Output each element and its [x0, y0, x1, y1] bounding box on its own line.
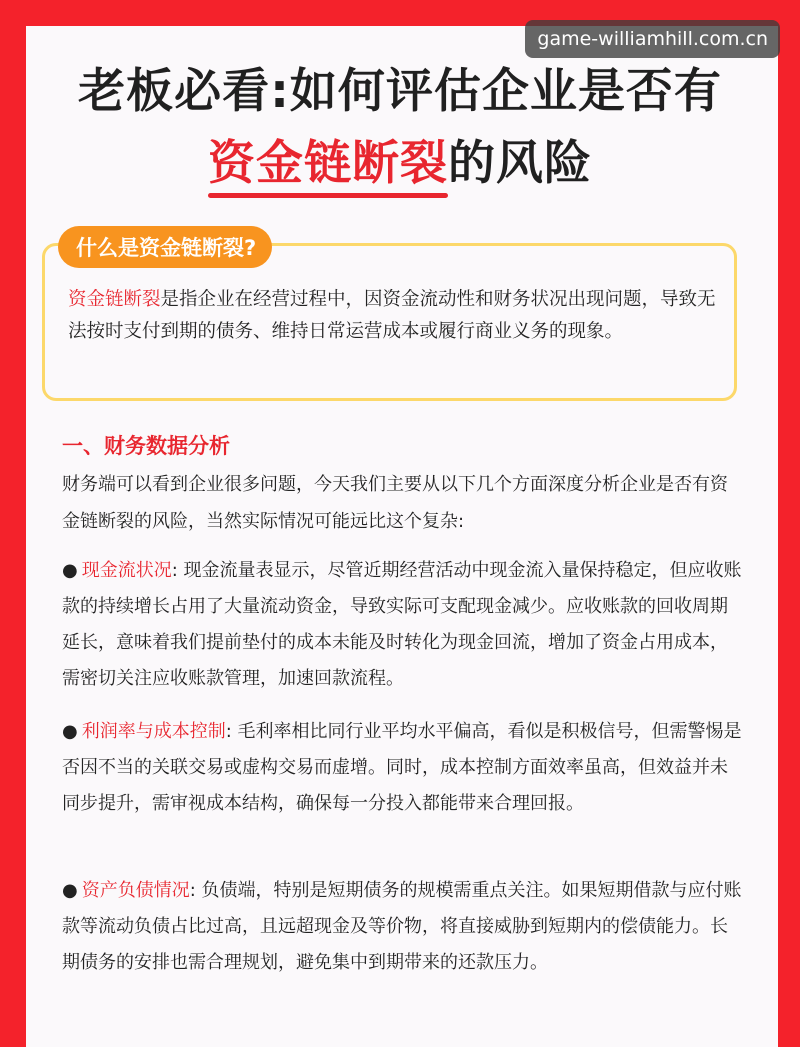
definition-term: 资金链断裂	[68, 289, 161, 310]
title-highlight: 资金链断裂	[208, 128, 448, 200]
bullet-text: : 毛利率相比同行业平均水平偏高，看似是积极信号，但需警惕是否因不当的关联交易或虚构交易而虚增。同时，成本控制方面效率虽高，但效益并未同步提升，需审视成本结构，确保每一分投入都能带来合理回报。	[62, 721, 742, 814]
definition-tag: 什么是资金链断裂?	[58, 226, 272, 268]
bullet-text: : 负债端，特别是短期债务的规模需重点关注。如果短期借款与应付账款等流动负债占比过高，且远超现金及等价物，将直接威胁到短期内的偿债能力。长期债务的安排也需合理规划，避免集中到期带来的还款压力。	[62, 880, 742, 973]
section-intro: 财务端可以看到企业很多问题，今天我们主要从以下几个方面深度分析企业是否有资金链断裂的风险，当然实际情况可能远比这个复杂:	[62, 474, 728, 532]
title-line-2-rest: 的风险	[448, 136, 592, 191]
bullet-label: 利润率与成本控制	[81, 721, 226, 742]
definition-body: 是指企业在经营过程中，因资金流动性和财务状况出现问题，导致无法按时支付到期的债务、维持日常运营成本或履行商业义务的现象。	[68, 289, 716, 342]
bullet-marker: ●	[62, 721, 78, 742]
bullet-label: 资产负债情况	[81, 880, 190, 901]
title-line-2	[0, 128, 800, 200]
bullet-marker: ●	[62, 880, 78, 901]
bullet-assets-liabilities	[62, 873, 742, 981]
definition-text	[68, 284, 718, 348]
page-title	[0, 56, 800, 200]
watermark: game-williamhill.com.cn	[525, 20, 780, 58]
bullet-marker: ●	[62, 560, 78, 581]
bullet-label: 现金流状况	[81, 560, 172, 581]
bullet-cash-flow	[62, 553, 742, 697]
bullet-text: : 现金流量表显示，尽管近期经营活动中现金流入量保持稳定，但应收账款的持续增长占用了大量流动资金，导致实际可支配现金减少。应收账款的回收周期延长，意味着我们提前垫付的成本未能及时转化为现金回流，增加了资金占用成本，需密切关注应收账款管理，加速回款流程。	[62, 560, 742, 689]
title-line-1: 老板必看:如何评估企业是否有	[78, 64, 722, 119]
bullet-profit-margin	[62, 714, 742, 822]
section-title: 一、财务数据分析	[62, 434, 230, 458]
